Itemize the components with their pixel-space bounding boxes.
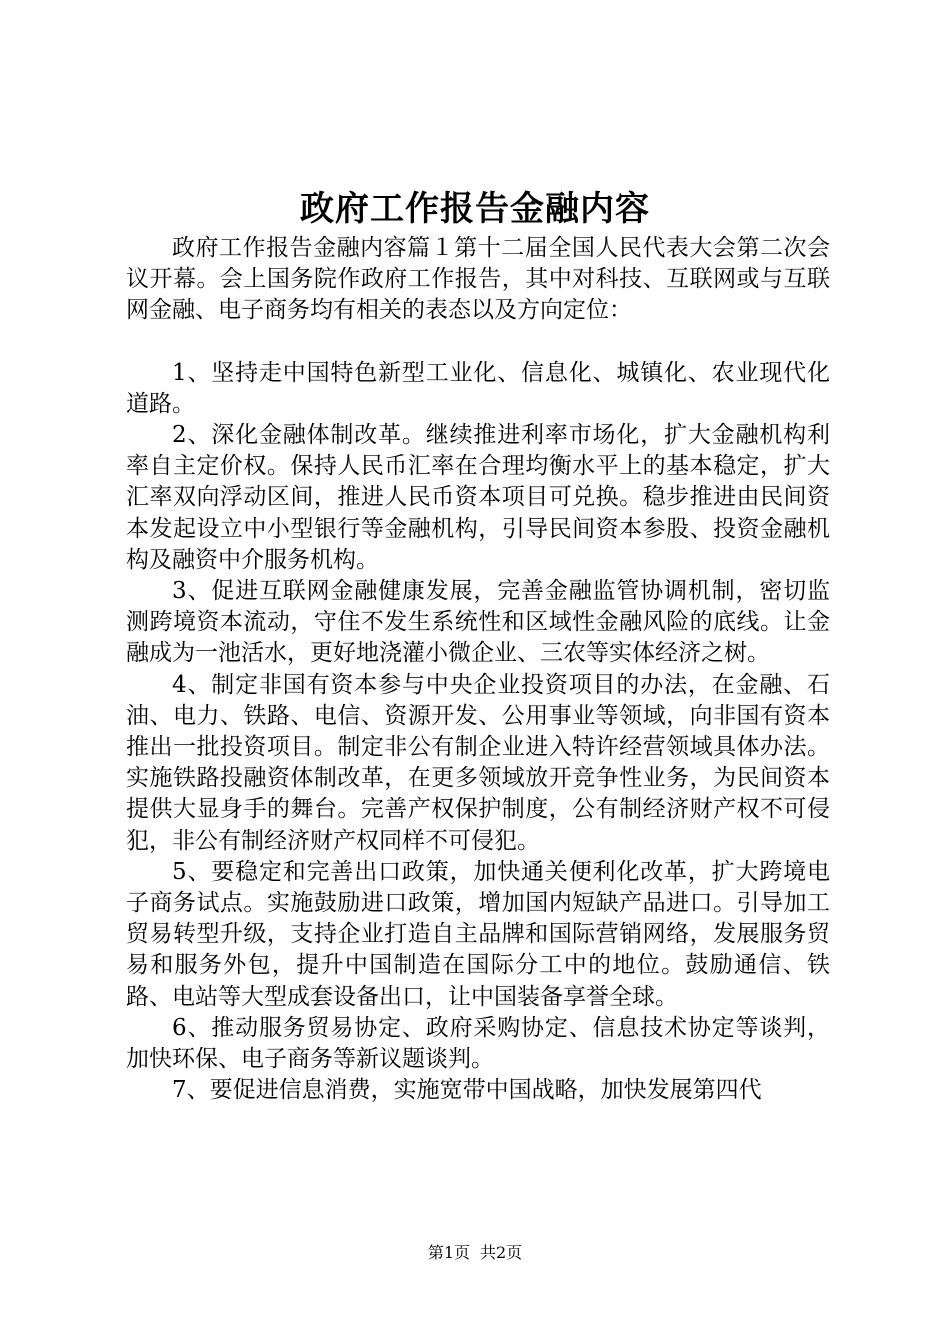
paragraph-item-2: 2、深化金融体制改革。继续推进利率市场化，扩大金融机构利率自主定价权。保持人民币汇率在合理均衡水平上的基本稳定，扩大汇率双向浮动区间，推进人民币资本项目可兑换。稳步推进由民间资本发起设立中小型银行等金融机构，引导民间资本参股、投资金融机构及融资中介服务机构。 bbox=[126, 422, 830, 573]
paragraph-item-4: 4、制定非国有资本参与中央企业投资项目的办法，在金融、石油、电力、铁路、电信、资源开发、公用事业等领域，向非国有资本推出一批投资项目。制定非公有制企业进入特许经营领域具体办法。实施铁路投融资体制改革，在更多领域放开竞争性业务，为民间资本提供大显身手的舞台。完善产权保护制度，公有制经济财产权不可侵犯，非公有制经济财产权同样不可侵犯。 bbox=[126, 671, 830, 854]
document-body bbox=[126, 233, 830, 1106]
paragraph-item-7: 7、要促进信息消费，实施宽带中国战略，加快发展第四代 bbox=[172, 1077, 762, 1104]
paragraph-item-3: 3、促进互联网金融健康发展，完善金融监管协调机制，密切监测跨境资本流动，守住不发生系统性和区域性金融风险的底线。让金融成为一池活水，更好地浇灌小微企业、三农等实体经济之树。 bbox=[126, 578, 830, 667]
intro-paragraph: 政府工作报告金融内容篇１第十二届全国人民代表大会第二次会议开幕。会上国务院作政府工作报告，其中对科技、互联网或与互联网金融、电子商务均有相关的表态以及方向定位： bbox=[126, 235, 830, 324]
page-number-current: 第1页 bbox=[427, 1243, 470, 1262]
paragraph-item-6: 6、推动服务贸易协定、政府采购协定、信息技术协定等谈判，加快环保、电子商务等新议题谈判。 bbox=[126, 1014, 830, 1073]
page-footer bbox=[0, 1242, 950, 1264]
paragraph-item-5: 5、要稳定和完善出口政策，加快通关便利化改革，扩大跨境电子商务试点。实施鼓励进口政策，增加国内短缺产品进口。引导加工贸易转型升级，支持企业打造自主品牌和国际营销网络，发展服务贸易和服务外包，提升中国制造在国际分工中的地位。鼓励通信、铁路、电站等大型成套设备出口，让中国装备享誉全球。 bbox=[126, 858, 830, 1010]
paragraph-item-1: 1、坚持走中国特色新型工业化、信息化、城镇化、农业现代化道路。 bbox=[126, 359, 830, 417]
document-title: 政府工作报告金融内容 bbox=[300, 189, 650, 229]
page-number-total: 共2页 bbox=[480, 1243, 523, 1262]
